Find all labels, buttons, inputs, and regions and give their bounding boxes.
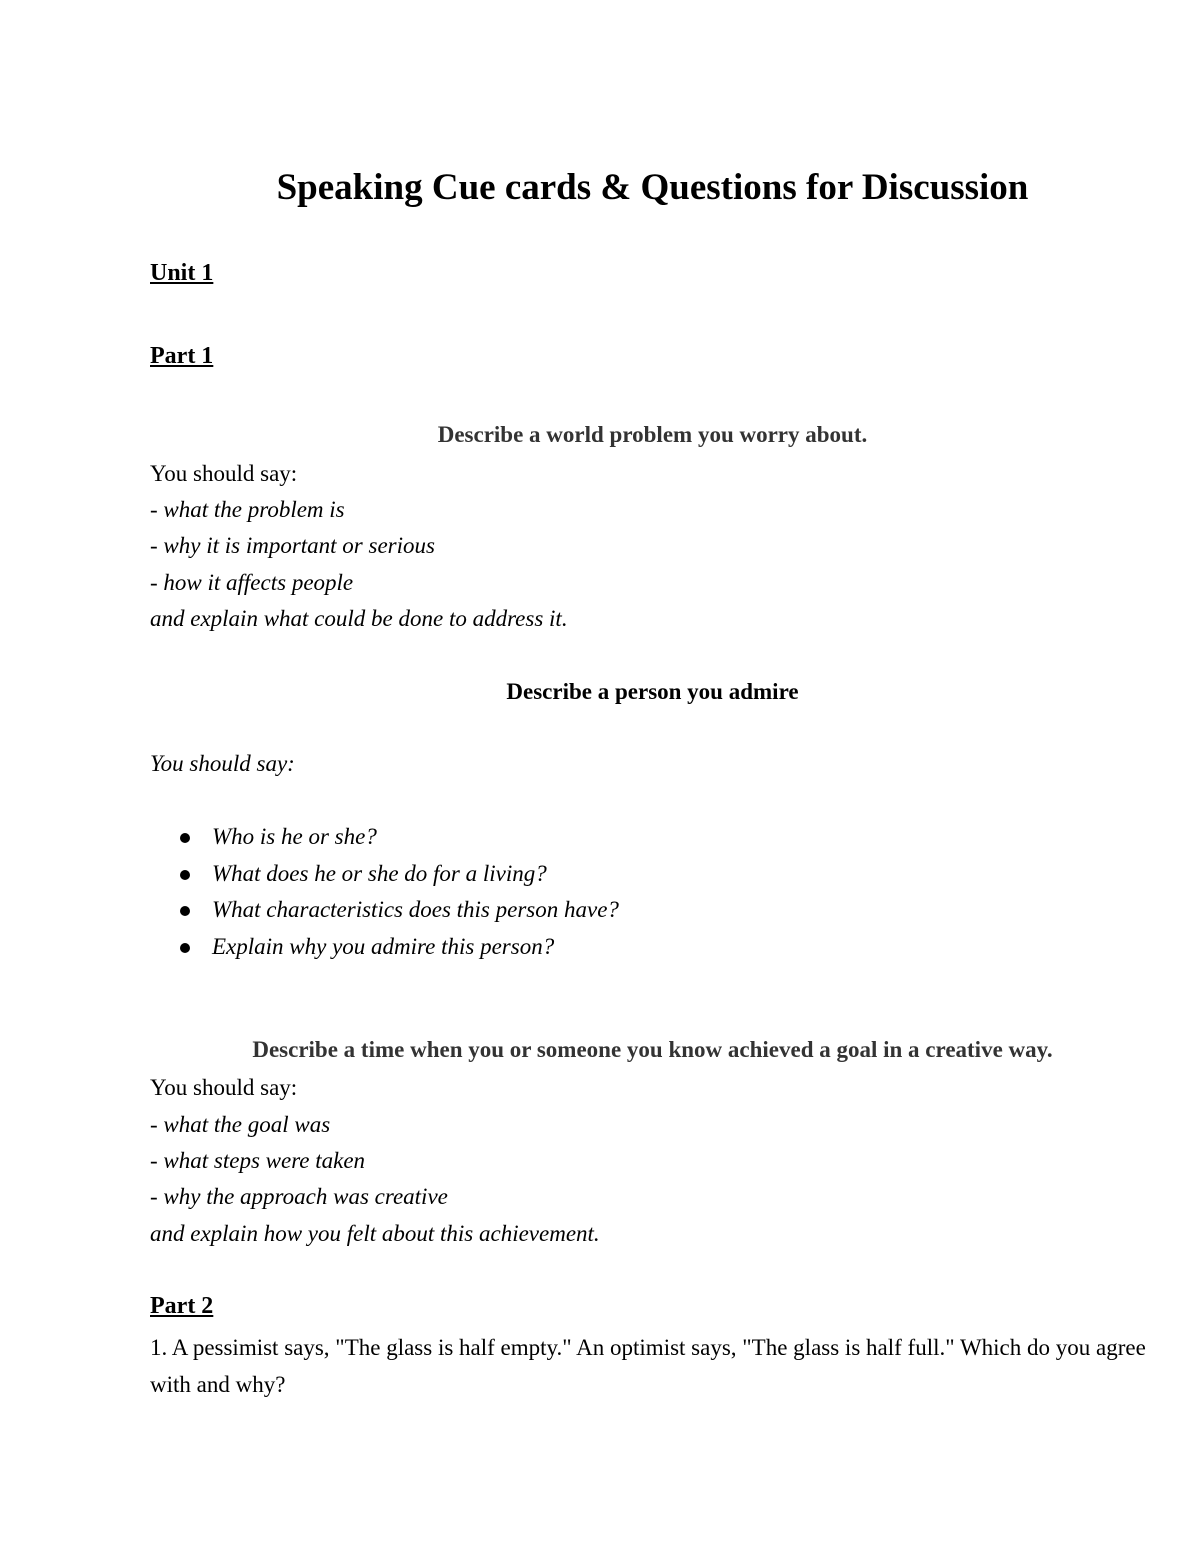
cue1-closing: and explain what could be done to address it. xyxy=(150,606,568,631)
part2-heading: Part 2 xyxy=(150,1293,214,1319)
cue2-bullet-list xyxy=(150,822,619,968)
bullet-icon xyxy=(180,943,190,953)
cue3-intro: You should say: xyxy=(150,1075,298,1100)
part1-heading: Part 1 xyxy=(150,343,214,369)
cue1-point: - why it is important or serious xyxy=(150,533,435,558)
list-item xyxy=(150,895,619,932)
document-title: Speaking Cue cards & Questions for Discussion xyxy=(276,167,1029,208)
cue2-bullet-text: Explain why you admire this person? xyxy=(212,933,555,959)
cue2-title: Describe a person you admire xyxy=(506,679,799,704)
cue3-point: - why the approach was creative xyxy=(150,1184,448,1209)
cue1-intro: You should say: xyxy=(150,461,298,486)
part2-question-1: 1. A pessimist says, "The glass is half empty." An optimist says, "The glass is half full." Which do you agree with and why? xyxy=(150,1335,1146,1397)
unit-heading: Unit 1 xyxy=(150,260,214,286)
list-item xyxy=(150,859,619,896)
list-item xyxy=(150,932,619,969)
cue1-title: Describe a world problem you worry about. xyxy=(437,422,868,447)
cue3-closing: and explain how you felt about this achievement. xyxy=(150,1221,600,1246)
cue2-bullet-text: What does he or she do for a living? xyxy=(212,860,547,886)
cue2-bullet-text: Who is he or she? xyxy=(212,824,377,849)
bullet-icon xyxy=(180,833,190,843)
bullet-icon xyxy=(180,906,190,916)
cue3-title: Describe a time when you or someone you know achieved a goal in a creative way. xyxy=(252,1037,1053,1062)
cue3-point: - what steps were taken xyxy=(150,1148,366,1173)
cue1-point: - what the problem is xyxy=(150,497,345,522)
bullet-icon xyxy=(180,870,190,880)
cue3-point: - what the goal was xyxy=(150,1112,331,1137)
list-item xyxy=(150,822,619,859)
cue2-intro: You should say: xyxy=(150,751,295,776)
cue2-bullet-text: What characteristics does this person have? xyxy=(212,897,619,922)
cue1-point: - how it affects people xyxy=(150,570,354,595)
